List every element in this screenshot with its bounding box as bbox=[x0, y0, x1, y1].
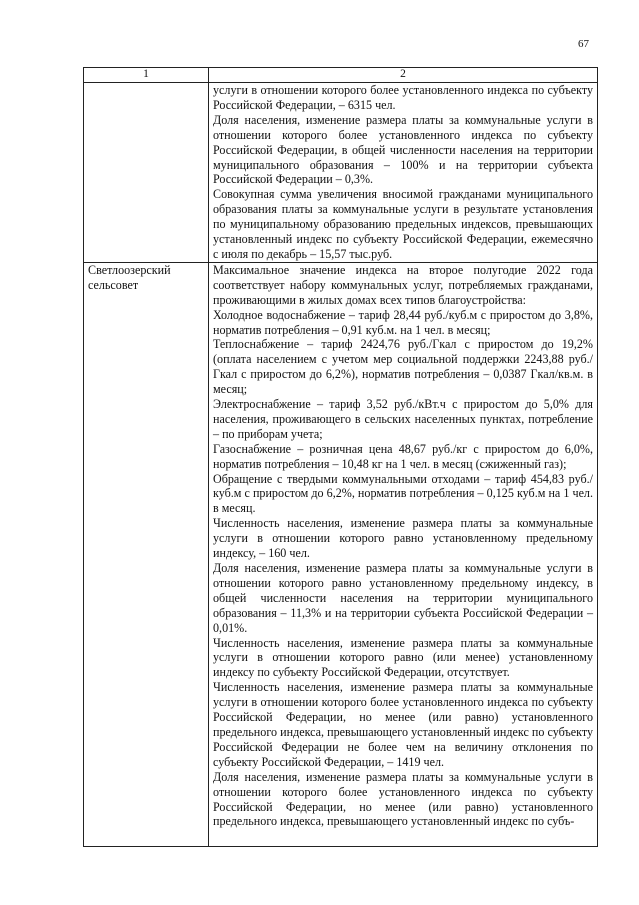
header-col-2: 2 bbox=[209, 68, 598, 83]
municipality-name bbox=[84, 262, 209, 846]
paragraph: Численность населения, изменение размера платы за коммунальные услуги в отношении которого равно (или менее) установленному индексу по субъекту Российской Федерации, отсутствует. bbox=[213, 635, 593, 680]
paragraph: Максимальное значение индекса на второе полугодие 2022 года соответствует набору коммунальных услуг, потребляемых гражданами, проживающими в жилых домах всех типов благоустройства: bbox=[213, 262, 593, 307]
paragraph: Доля населения, изменение размера платы за коммунальные услуги в отношении которого более установленного индекса по субъекту Российской Федерации, но менее (или равно) установленного предельного индекса, превышающего установленный индекс по субъ- bbox=[213, 769, 593, 829]
paragraph: услуги в отношении которого более установленного индекса по субъекту Российской Федерации, – 6315 чел. bbox=[213, 83, 593, 112]
row2-col2 bbox=[209, 262, 598, 846]
table-row bbox=[84, 262, 598, 846]
paragraph: Обращение с твердыми коммунальными отходами – тариф 454,83 руб./куб.м с приростом до 6,2%, норматив потребления – 0,125 куб.м на 1 чел. в месяц. bbox=[213, 471, 593, 516]
page-number: 67 bbox=[578, 38, 589, 50]
row1-col2 bbox=[209, 83, 598, 263]
paragraph: Холодное водоснабжение – тариф 28,44 руб./куб.м с приростом до 3,8%, норматив потребления – 0,91 куб.м. на 1 чел. в месяц; bbox=[213, 307, 593, 337]
paragraph: Численность населения, изменение размера платы за коммунальные услуги в отношении которого равно установленному предельному индексу, – 160 чел. bbox=[213, 516, 593, 561]
row1-col1 bbox=[84, 83, 209, 263]
paragraph: Теплоснабжение – тариф 2424,76 руб./Гкал с приростом до 19,2% (оплата населением с учетом мер социальной поддержки 2243,88 руб./Гкал с приростом до 6,2%), норматив потребления – 0,0387 Гкал/кв.м. в месяц; bbox=[213, 337, 593, 397]
paragraph: Численность населения, изменение размера платы за коммунальные услуги в отношении которого более установленного индекса по субъекту Российской Федерации, но менее (или равно) установленного предельного индекса, превышающего установленный индекс по субъекту Российской Федерации не более чем на величину отклонения по субъекту Российской Федерации, – 1419 чел. bbox=[213, 680, 593, 769]
table-row bbox=[84, 83, 598, 263]
paragraph: Электроснабжение – тариф 3,52 руб./кВт.ч с приростом до 5,0% для населения, проживающего в сельских населенных пунктах, потребление – по приборам учета; bbox=[213, 397, 593, 441]
paragraph: Доля населения, изменение размера платы за коммунальные услуги в отношении которого более установленного индекса по субъекту Российской Федерации, в общей численности населения на территории муниципального образования – 100% и на территории субъекта Российской Федерации – 0,3%. bbox=[213, 112, 593, 187]
paragraph: Газоснабжение – розничная цена 48,67 руб./кг с приростом до 6,0%, норматив потребления – 10,48 кг на 1 чел. в месяц (сжиженный газ); bbox=[213, 441, 593, 471]
paragraph: Совокупная сумма увеличения вносимой гражданами муниципального образования платы за коммунальные услуги в результате установления по муниципальному образованию предельных индексов, превышающих установленный индекс по субъекту Российской Федерации, ежемесячно с июля по декабрь – 15,57 тыс.руб. bbox=[213, 187, 593, 261]
indices-table bbox=[83, 67, 598, 847]
header-col-1: 1 bbox=[84, 68, 209, 83]
municipality-label: Светлоозерский сельсовет bbox=[88, 262, 171, 292]
table-header-row bbox=[84, 68, 598, 83]
paragraph: Доля населения, изменение размера платы за коммунальные услуги в отношении которого равно установленному предельному индексу, в общей численности населения на территории муниципального образования – 11,3% и на территории субъекта Российской Федерации – 0,01%. bbox=[213, 561, 593, 635]
